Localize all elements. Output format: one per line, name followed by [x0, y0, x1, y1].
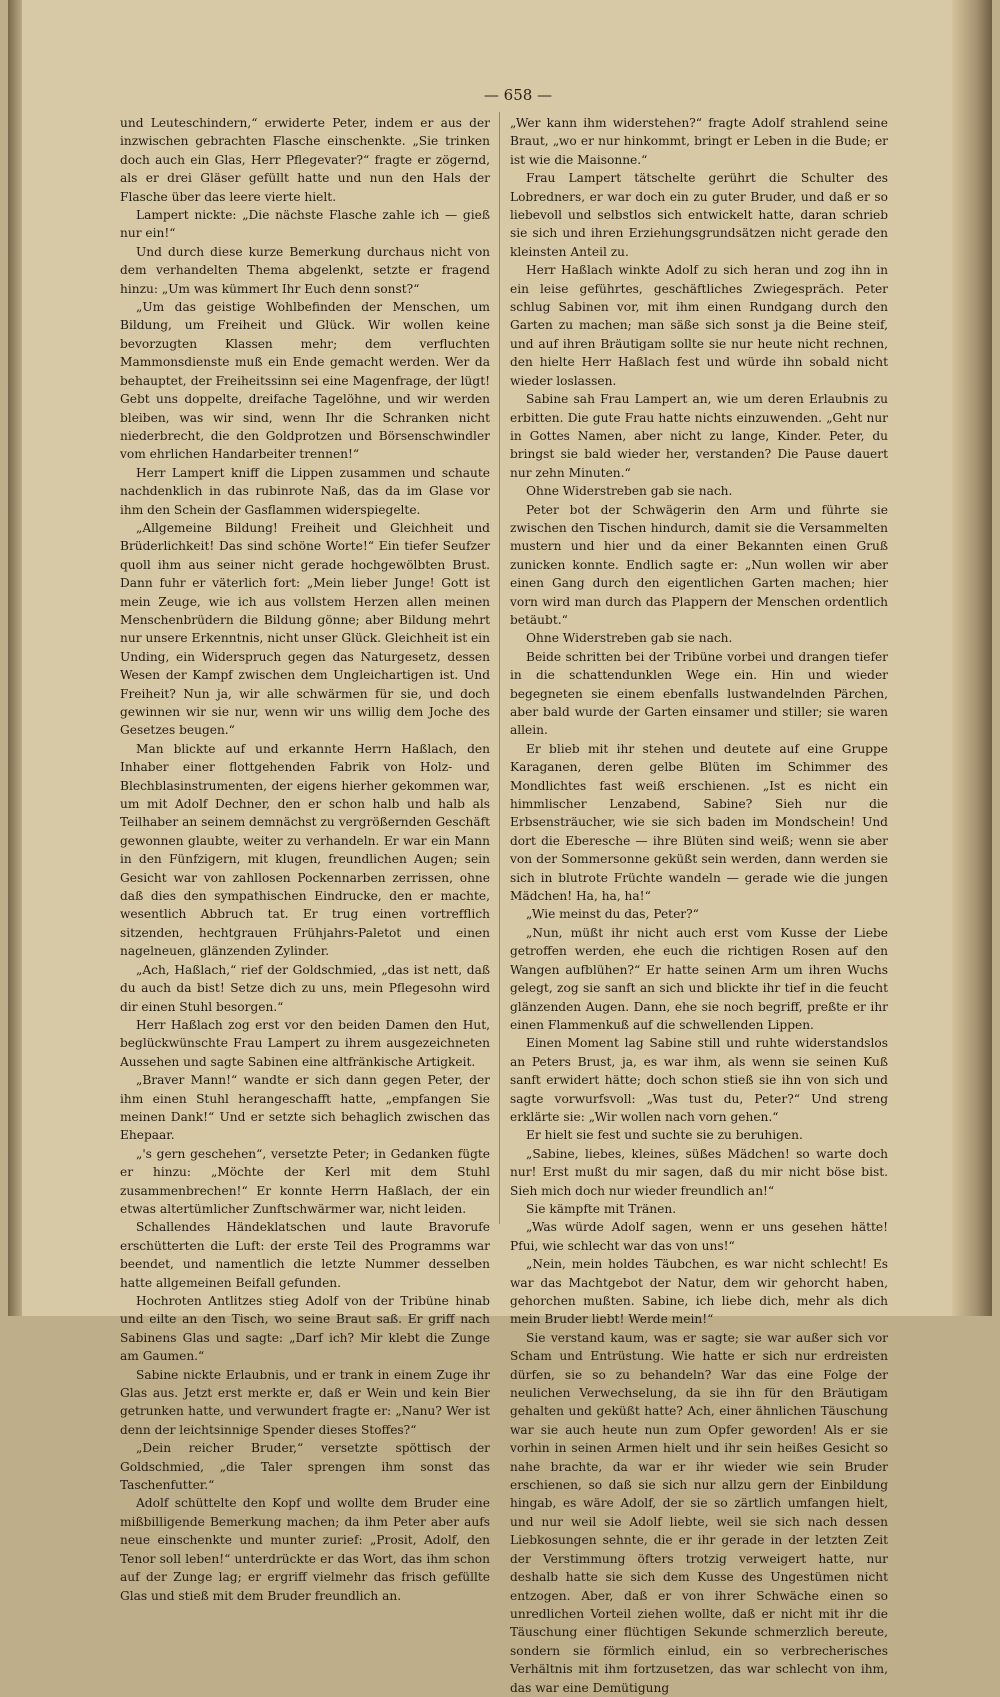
paragraph: Schallendes Händeklatschen und laute Bravorufe erschütterten die Luft: der erste Teil des Programms war beendet, und namentlich die letzte Nummer desselben hatte allgemeinen Beifall gefunden.: [120, 1220, 490, 1290]
paragraph: Adolf schüttelte den Kopf und wollte dem Bruder eine mißbilligende Bemerkung machen; da ihm Peter aber aufs neue einschenkte und munter zurief: „Prosit, Adolf, den Tenor soll leben!“ unterdrückte er das Wort, das ihm schon auf der Zunge lag; er ergriff vielmehr das frisch gefüllte Glas und stieß mit dem Bruder freundlich an.: [120, 1496, 490, 1603]
paragraph: Hochroten Antlitzes stieg Adolf von der Tribüne hinab und eilte an den Tisch, wo seine Braut saß. Er griff nach Sabinens Glas und sagte: „Darf ich? Mir klebt die Zunge am Gaumen.“: [120, 1294, 490, 1364]
page-number: — 658 —: [483, 86, 553, 104]
binding-edge-right: [952, 0, 992, 1316]
book-page: [8, 0, 992, 1695]
paragraph: „Nein, mein holdes Täubchen, es war nicht schlecht! Es war das Machtgebot der Natur, dem wir gehorcht haben, gehorchen mußten. Sabine, ich liebe dich, mehr als dich mein Bruder liebt! Werde mein!“: [510, 1257, 888, 1327]
paragraph: und Leuteschindern,“ erwiderte Peter, indem er aus der inzwischen gebrachten Flasche einschenkte. „Sie trinken doch auch ein Glas, Herr Pflegevater?“ fragte er zögernd, als er drei Gläser gefüllt hatte und nun den Hals der Flasche über das leere vierte hielt.: [120, 116, 490, 204]
paragraph: Und durch diese kurze Bemerkung durchaus nicht von dem verhandelten Thema abgelenkt, setzte er fragend hinzu: „Um was kümmert Ihr Euch denn sonst?“: [120, 244, 490, 296]
paragraph: Herr Haßlach winkte Adolf zu sich heran und zog ihn in ein leise geführtes, geschäftliches Zwiegespräch. Peter schlug Sabinen vor, mit ihm einen Rundgang durch den Garten zu machen; man säße sich sonst ja die Beine steif, und auf ihren Bräutigam sollte sie nur heute nicht rechnen, den hielte Herr Haßlach fest und würde ihn sobald nicht wieder loslassen.: [510, 263, 888, 388]
paragraph: „Ach, Haßlach,“ rief der Goldschmied, „das ist nett, daß du auch da bist! Setze dich zu uns, mein Pflegesohn wird dir einen Stuhl besorgen.“: [120, 962, 490, 1014]
paragraph: Herr Haßlach zog erst vor den beiden Damen den Hut, beglückwünschte Frau Lampert zu ihrem ausgezeichneten Aussehen und sagte Sabinen eine altfränkische Artigkeit.: [120, 1017, 490, 1069]
text-column-right: [510, 114, 888, 1695]
paragraph: Beide schritten bei der Tribüne vorbei und drangen tiefer in die schattendunklen Wege ein. Hin und wieder begegneten sie einem ebenfalls lustwandelnden Pärchen, aber bald wurde der Garten einsamer und stiller; sie waren allein.: [510, 649, 888, 738]
paragraph: Sabine sah Frau Lampert an, wie um deren Erlaubnis zu erbitten. Die gute Frau hatte nichts einzuwenden. „Geht nur in Gottes Namen, aber nicht zu lange, Kinder. Peter, du bringst sie bald wieder her, verstanden? Die Pause dauert nur zehn Minuten.“: [510, 392, 888, 480]
paragraph: „'s gern geschehen“, versetzte Peter; in Gedanken fügte er hinzu: „Möchte der Kerl mit dem Stuhl zusammenbrechen!“ Er konnte Herrn Haßlach, der ein etwas altertümlicher Zunftschwärmer war, nicht leiden.: [120, 1146, 490, 1216]
paragraph: „Sabine, liebes, kleines, süßes Mädchen! so warte doch nur! Erst mußt du mir sagen, daß du mir nicht böse bist. Sieh mich doch nur wieder freundlich an!“: [510, 1146, 888, 1198]
binding-edge-left: [8, 0, 22, 1316]
paragraph: „Was würde Adolf sagen, wenn er uns gesehen hätte! Pfui, wie schlecht war das von uns!“: [510, 1220, 888, 1253]
paragraph: „Wer kann ihm widerstehen?“ fragte Adolf strahlend seine Braut, „wo er nur hinkommt, bringt er Leben in die Bude; er ist wie die Maisonne.“: [510, 116, 888, 167]
paragraph: Sabine nickte Erlaubnis, und er trank in einem Zuge ihr Glas aus. Jetzt erst merkte er, daß er Wein und kein Bier getrunken hatte, und verwundert fragte er: „Nanu? Wer ist denn der leichtsinnige Spender dieses Stoffes?“: [120, 1367, 490, 1437]
paragraph: Ohne Widerstreben gab sie nach.: [526, 631, 733, 646]
column-divider: [499, 112, 500, 1224]
paragraph: „Braver Mann!“ wandte er sich dann gegen Peter, der ihm einen Stuhl herangeschafft hatte, „empfangen Sie meinen Dank!“ Und er setzte sich behaglich zwischen das Ehepaar.: [120, 1073, 490, 1143]
paragraph: „Allgemeine Bildung! Freiheit und Gleichheit und Brüderlichkeit! Das sind schöne Worte!“ Ein tiefer Seufzer quoll ihm aus seiner nicht gerade hochgewölbten Brust. Dann fuhr er väterlich fort: „Mein lieber Junge! Gott ist mein Zeuge, wie ich aus vollstem Herzen allen meinen Menschenbrüdern die Bildung gönne; aber Bildung mehrt nur unsere Erkenntnis, nicht unser Glück. Gleichheit ist ein Unding, ein Widerspruch gegen das Naturgesetz, dessen Wesen der Kampf zwischen dem Ungleichartigen ist. Und Freiheit? Nun ja, wir alle schwärmen für sie, und doch gewinnen wir sie nur, wenn wir uns willig dem Joche des Gesetzes beugen.“: [120, 520, 490, 738]
paragraph: Lampert nickte: „Die nächste Flasche zahle ich — gieß nur ein!“: [120, 208, 490, 241]
paragraph: Sie verstand kaum, was er sagte; sie war außer sich vor Scham und Entrüstung. Wie hatte er sich nur erdreisten dürfen, sie so zu behandeln? War das eine Folge der neulichen Verwechselung, da sie ihn für den Bräutigam gehalten und geküßt hatte? Ach, einer ähnlichen Täuschung war sie auch heute nun zum Opfer geworden! Als er sie vorhin in seinen Armen hielt und ihr sein heißes Gesicht so nahe brachte, da war er ihr wieder wie sein Bruder erschienen, so daß sie sich nur allzu gern der Einbildung hingab, es wäre Adolf, der sie so zärtlich umfangen hielt, und nur weil sie Adolf liebte, weil sie sich nach dessen Liebkosungen sehnte, die er ihr gerade in der letzten Zeit der Verstimmung öfters trotzig verweigert hatte, nur deshalb hatte sie sich dem Kusse des Ungestümen nicht entzogen. Aber, daß er von ihrer Schwäche einen so unredlichen Vorteil ziehen wollte, daß er nicht mit ihr die Täuschung einer flüchtigen Sekunde schmerzlich bereute, sondern sie förmlich einlud, ein so verbrecherisches Verhältnis mit ihm fortzusetzen, das war schlecht von ihm, das war eine Demütigung: [510, 1330, 888, 1695]
paragraph: Man blickte auf und erkannte Herrn Haßlach, den Inhaber einer flottgehenden Fabrik von Holz- und Blechblasinstrumenten, der eigens hierher gekommen war, um mit Adolf Dechner, den er schon halb und halb als Teilhaber an seinem demnächst zu vergrößernden Geschäft gewonnen glaubte, weiter zu verhandeln. Er war ein Mann in den Fünfzigern, mit klugen, freundlichen Augen; sein Gesicht war von zahllosen Pockennarben zerrissen, ohne daß dies den sympathischen Eindrucke, den er machte, wesentlich Abbruch tat. Er trug einen vortrefflich sitzenden, hechtgrauen Frühjahrs-Paletot und einen nagelneuen, glänzenden Zylinder.: [120, 741, 490, 959]
paragraph: „Um das geistige Wohlbefinden der Menschen, um Bildung, um Freiheit und Glück. Wir wollen keine bevorzugten Klassen mehr; dem verfluchten Mammonsdienste muß ein Ende gemacht werden. Wer da behauptet, der Freiheitssinn sei eine Magenfrage, der lügt! Gebt uns doppelte, dreifache Tagelöhne, und wir werden bleiben, was wir sind, wenn Ihr die Schranken nicht niederbrecht, die den Goldprotzen und Börsenschwindler vom ehrlichen Handarbeiter trennen!“: [120, 300, 490, 462]
paragraph: Einen Moment lag Sabine still und ruhte widerstandslos an Peters Brust, ja, es war ihm, als wenn sie seinen Kuß sanft erwidert hätte; doch schon stieß sie ihn von sich und sagte vorwurfsvoll: „Was tust du, Peter?“ Und streng erklärte sie: „Wir wollen nach vorn gehen.“: [510, 1036, 888, 1124]
paragraph: Frau Lampert tätschelte gerührt die Schulter des Lobredners, er war doch ein zu guter Bruder, und daß er so liebevoll und selbstlos sich entwickelt hatte, daran schrieb sie sich und ihren Erziehungsgrundsätzen nicht gerade den kleinsten Anteil zu.: [510, 171, 888, 259]
paragraph: Er blieb mit ihr stehen und deutete auf eine Gruppe Karaganen, deren gelbe Blüten im Schimmer des Mondlichtes fast weiß erschienen. „Ist es nicht ein himmlischer Lenzabend, Sabine? Sieh nur die Erbsensträucher, wie sie sich baden im Mondschein! Und dort die Eberesche — ihre Blüten sind weiß; wenn sie aber von der Sommersonne geküßt sein werden, dann werden sie sich in blutrote Früchte wandeln — gerade wie die jungen Mädchen! Ha, ha, ha!“: [510, 741, 888, 904]
paragraph: Herr Lampert kniff die Lippen zusammen und schaute nachdenklich in das rubinrote Naß, das da im Glase vor ihm den Schein der Gasflammen widerspiegelte.: [120, 465, 490, 517]
paragraph: Ohne Widerstreben gab sie nach.: [526, 484, 733, 499]
paragraph: Peter bot der Schwägerin den Arm und führte sie zwischen den Tischen hindurch, damit sie die Versammelten mustern und hier und da einer Bekannten einen Gruß zunicken konnte. Endlich sagte er: „Nun wollen wir aber einen Gang durch den eigentlichen Garten machen; hier vorn wird man durch das Plappern der Menschen ordentlich betäubt.“: [510, 502, 888, 627]
paragraph: Er hielt sie fest und suchte sie zu beruhigen.: [526, 1128, 803, 1143]
paragraph: „Wie meinst du das, Peter?“: [526, 907, 699, 922]
paragraph: Sie kämpfte mit Tränen.: [526, 1201, 677, 1216]
paragraph: „Dein reicher Bruder,“ versetzte spöttisch der Goldschmied, „die Taler sprengen ihm sonst das Taschenfutter.“: [120, 1441, 490, 1493]
paragraph: „Nun, müßt ihr nicht auch erst vom Kusse der Liebe getroffen werden, ehe euch die richtigen Rosen auf den Wangen aufblühen?“ Er hatte seinen Arm um ihren Wuchs gelegt, zog sie sanft an sich und blickte ihr tief in die feucht glänzenden Augen. Dann, ehe sie noch begriff, preßte er ihr einen Flammenkuß auf die schwellenden Lippen.: [510, 925, 888, 1032]
text-column-left: [120, 114, 490, 1603]
